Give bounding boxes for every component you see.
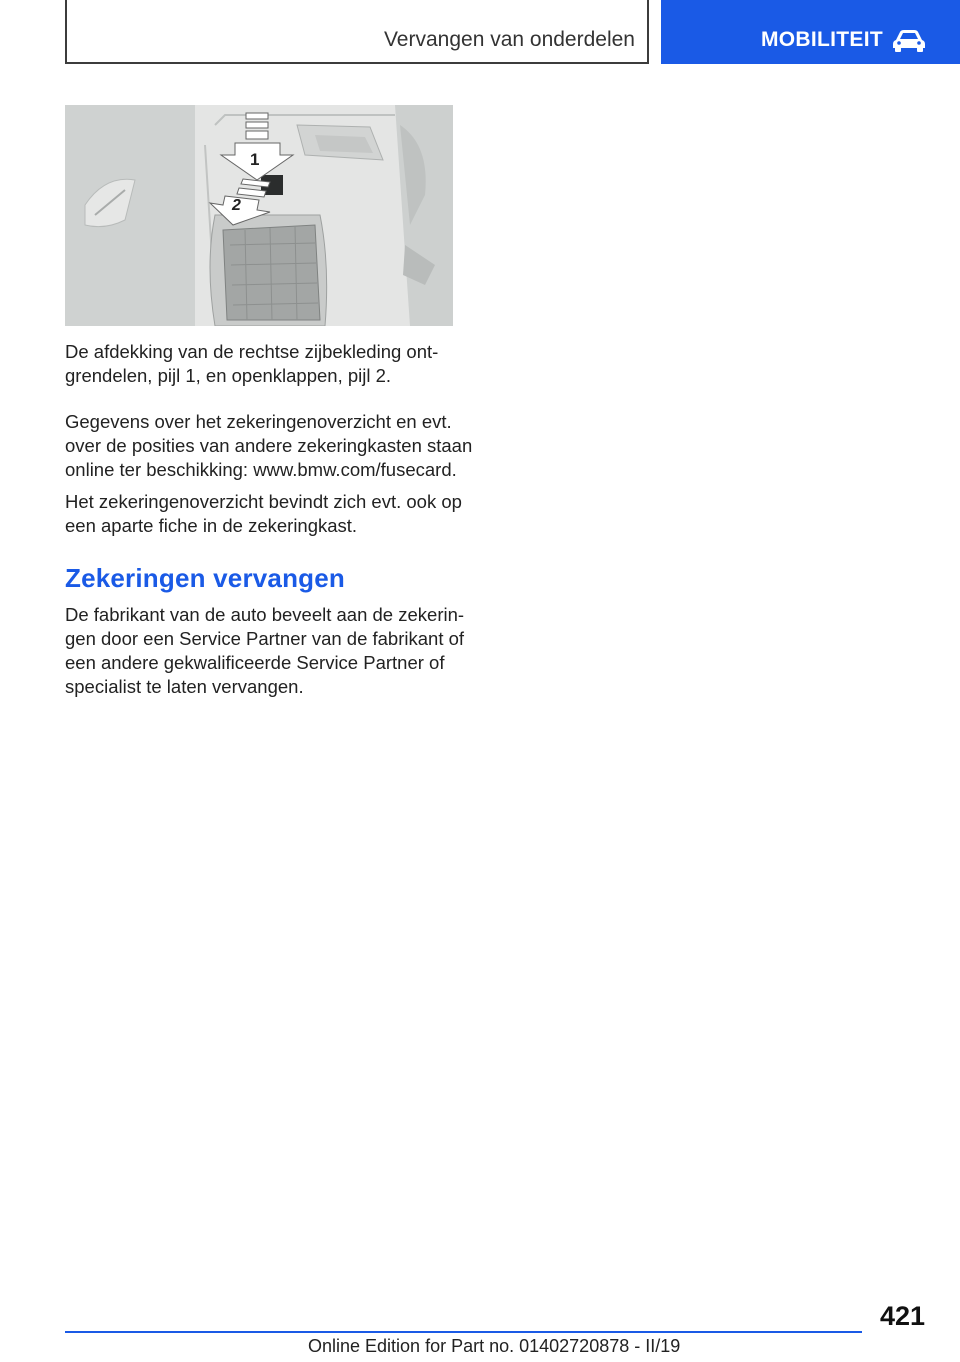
chapter-tab-label: MOBILITEIT xyxy=(761,28,883,51)
paragraph-fuse-overview-online: Gegevens over het zekeringenoverzicht en evt. over de posities van andere zekeringkasten staan online ter beschikking: www.bmw.com/fusecard. xyxy=(65,411,473,480)
arrow-label-1: 1 xyxy=(250,150,260,169)
footer-divider xyxy=(65,1331,862,1333)
illustration-graphic xyxy=(65,105,453,326)
paragraph-replacement-advice: De fabrikant van de auto beveelt aan de zekerin- gen door een Service Partner van de fabrikant of een andere gekwalificeerde Service Partner of specialist te laten vervangen. xyxy=(65,604,465,697)
section-heading: Zekeringen vervangen xyxy=(65,563,345,593)
page-number: 421 xyxy=(879,1301,925,1331)
footer-edition: Online Edition for Part no. 01402720878 - II/19 xyxy=(308,1336,681,1356)
trunk-side-panel-illustration xyxy=(65,105,453,326)
paragraph-unlock-cover: De afdekking van de rechtse zijbekleding ont- grendelen, pijl 1, en openklappen, pijl 2. xyxy=(65,341,439,386)
header-section-box xyxy=(65,0,649,64)
chapter-tab[interactable] xyxy=(661,0,960,64)
paragraph-fuse-fiche: Het zekeringenoverzicht bevindt zich evt. ook op een aparte fiche in de zekeringkast. xyxy=(65,491,462,536)
car-icon xyxy=(892,28,926,52)
section-title: Vervangen van onderdelen xyxy=(383,28,635,51)
arrow-label-2: 2 xyxy=(232,197,241,214)
